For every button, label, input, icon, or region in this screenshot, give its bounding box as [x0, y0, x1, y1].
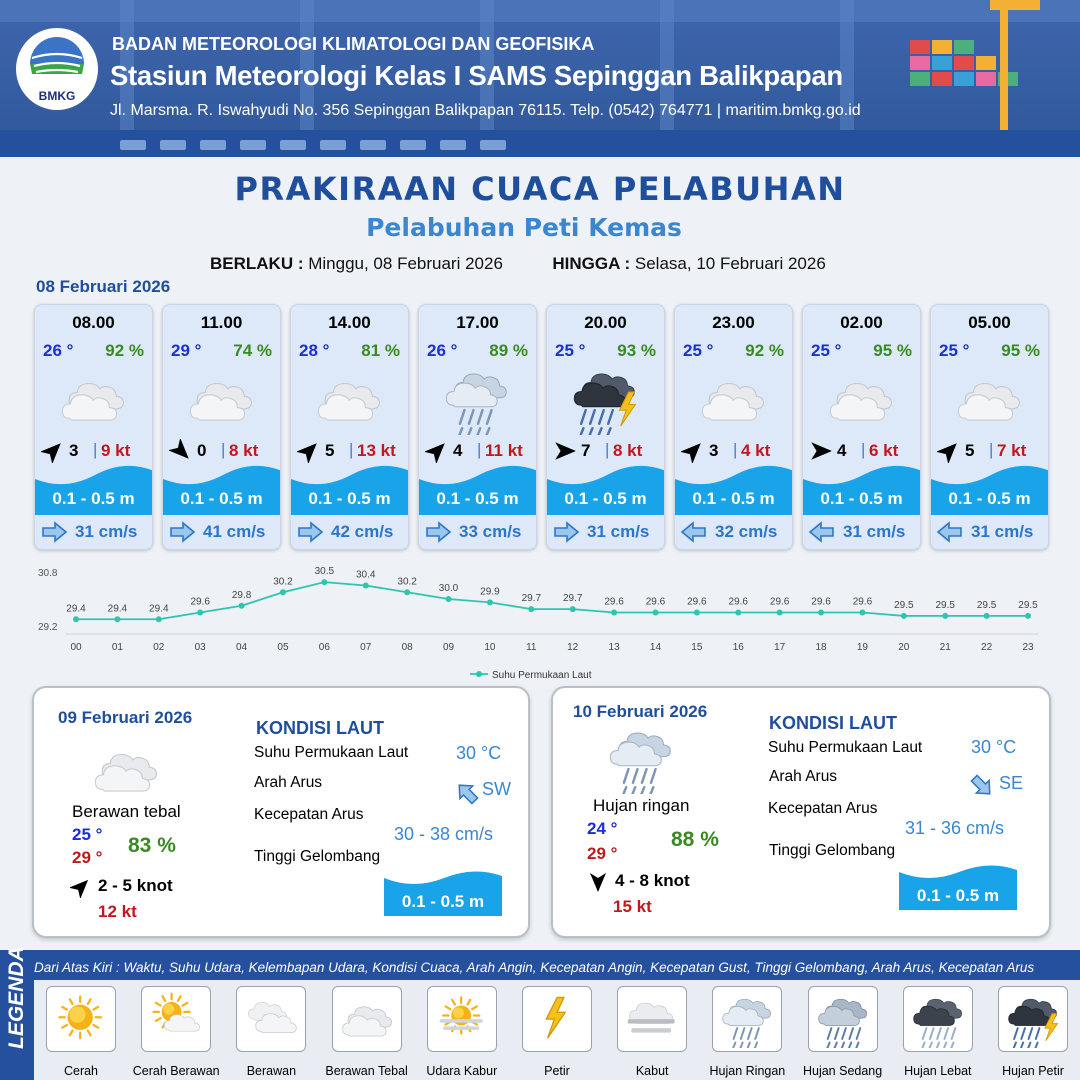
- data-point: [984, 613, 990, 619]
- legend-marker: [476, 671, 482, 677]
- legend-item-hujan-ringan: [712, 986, 782, 1052]
- hour-time: 02.00: [840, 313, 883, 332]
- valid-to-label: HINGGA :: [552, 254, 631, 273]
- current-row: [423, 519, 535, 545]
- legend-item-label: Berawan: [246, 1064, 297, 1078]
- data-label: 29.5: [894, 599, 914, 611]
- berawan-tebal-icon: [315, 365, 385, 435]
- data-label: 29.6: [852, 596, 873, 608]
- sst-chart: [30, 560, 1060, 684]
- day2-weather-icon: [92, 736, 162, 796]
- data-point: [73, 616, 79, 622]
- day2-arah-label: Arah Arus: [254, 774, 323, 791]
- data-point: [901, 613, 907, 619]
- hour-time: 08.00: [72, 313, 115, 332]
- air-temperature: 26 °: [427, 341, 458, 360]
- weather-icon: [315, 365, 385, 435]
- current-row: [935, 519, 1047, 545]
- cerah-icon: [54, 992, 110, 1048]
- berawan-tebal-icon: [59, 365, 129, 435]
- air-humidity: 89 %: [489, 341, 528, 360]
- wave-height: 0.1 - 0.5 m: [692, 489, 775, 508]
- hour-time: 05.00: [968, 313, 1011, 332]
- data-label: 29.4: [107, 603, 128, 615]
- data-label: 29.6: [190, 596, 210, 608]
- air-temperature: 25 °: [939, 341, 970, 360]
- data-label: 29.7: [521, 593, 542, 605]
- day3-wind-speed: 4 - 8 knot: [615, 871, 690, 890]
- hujan-ringan-icon: [607, 724, 677, 794]
- hour-card: [930, 304, 1049, 550]
- day2-gust: 12 kt: [98, 902, 137, 921]
- current-direction-icon: [297, 521, 323, 543]
- day2-current-speed: 30 - 38 cm/s: [394, 824, 494, 844]
- legend-item-label: Kabut: [635, 1064, 669, 1078]
- station-name: Stasiun Meteorologi Kelas I SAMS Sepinggan Balikpapan: [110, 60, 843, 91]
- day3-temp-min: 24 °: [587, 819, 618, 838]
- current-direction-icon: [809, 521, 835, 543]
- day2-humidity: 83 %: [128, 834, 176, 857]
- data-label: 30.4: [356, 569, 376, 581]
- hour-card: [162, 304, 281, 550]
- weather-icon: [187, 365, 257, 435]
- x-tick-label: 13: [608, 642, 620, 653]
- sst-chart-svg: [30, 560, 1060, 684]
- legend-item-berawan: [236, 986, 306, 1052]
- weather-icon: [955, 365, 1025, 435]
- current-speed: 41 cm/s: [203, 522, 266, 541]
- data-label: 29.6: [811, 596, 831, 608]
- air-temperature: 26 °: [43, 341, 74, 360]
- berawan-tebal-icon: [187, 365, 257, 435]
- berawan-tebal-icon: [92, 736, 162, 806]
- data-point: [942, 613, 948, 619]
- y-tick-label: 29.2: [38, 622, 58, 633]
- data-label: 29.6: [769, 596, 790, 608]
- data-point: [652, 610, 658, 616]
- wind-speed: 3: [709, 441, 719, 460]
- hour-time: 20.00: [584, 313, 627, 332]
- gust-speed: 13 kt: [357, 441, 396, 460]
- data-point: [321, 579, 327, 585]
- current-row: [679, 519, 791, 545]
- current-row: [39, 519, 151, 545]
- data-point: [446, 596, 452, 602]
- day2-sst-label: Suhu Permukaan Laut: [254, 744, 409, 761]
- legend-item-udara-kabur: [427, 986, 497, 1052]
- legend-item-cerah-berawan: [141, 986, 211, 1052]
- wind-separator: |: [605, 440, 610, 459]
- hour-card: [418, 304, 537, 550]
- air-temperature: 25 °: [683, 341, 714, 360]
- legend-item-cerah: [46, 986, 116, 1052]
- current-direction-icon: [41, 521, 67, 543]
- valid-from-date: Minggu, 08 Februari 2026: [308, 254, 503, 273]
- air-temperature: 29 °: [171, 341, 202, 360]
- air-humidity: 81 %: [361, 341, 400, 360]
- wind-speed: 3: [69, 441, 79, 460]
- wind-speed: 5: [325, 441, 335, 460]
- air-humidity: 93 %: [617, 341, 656, 360]
- day3-kec-label: Kecepatan Arus: [768, 800, 878, 817]
- legend-item-label: Hujan Ringan: [709, 1064, 786, 1078]
- data-point: [239, 603, 245, 609]
- wind-separator: |: [733, 440, 738, 459]
- data-label: 29.9: [480, 586, 500, 598]
- day2-wave-height: 0.1 - 0.5 m: [401, 892, 485, 911]
- data-label: 29.7: [562, 593, 583, 605]
- wind-separator: |: [349, 440, 354, 459]
- x-tick-label: 17: [774, 642, 786, 653]
- air-humidity: 92 %: [745, 341, 784, 360]
- header-banner: [0, 0, 1080, 157]
- current-speed: 42 cm/s: [331, 522, 394, 541]
- data-label: 29.4: [149, 603, 169, 615]
- wave-height: 0.1 - 0.5 m: [180, 489, 263, 508]
- hour-time: 11.00: [200, 313, 243, 332]
- weather-icon: [443, 365, 513, 435]
- day2-sst-value: 30 °C: [456, 743, 502, 763]
- bmkg-logo: [16, 28, 98, 110]
- legend-item-label: Hujan Sedang: [802, 1064, 883, 1078]
- current-speed: 31 cm/s: [587, 522, 650, 541]
- data-point: [777, 610, 783, 616]
- agency-name: BADAN METEOROLOGI KLIMATOLOGI DAN GEOFISIKA: [112, 34, 595, 54]
- x-tick-label: 11: [526, 642, 537, 653]
- air-temperature: 28 °: [299, 341, 330, 360]
- current-speed: 31 cm/s: [843, 522, 906, 541]
- hujan-lebat-icon: [911, 992, 967, 1048]
- day2-kondisi-title: KONDISI LAUT: [256, 718, 384, 738]
- x-tick-label: 23: [1022, 642, 1034, 653]
- day3-tinggi-label: Tinggi Gelombang: [769, 842, 896, 859]
- data-label: 29.6: [728, 596, 748, 608]
- data-label: 29.8: [231, 589, 252, 601]
- current-row: [295, 519, 407, 545]
- air-humidity: 92 %: [105, 341, 144, 360]
- current-row: [551, 519, 663, 545]
- y-tick-label: 30.8: [38, 568, 58, 579]
- data-point: [487, 599, 493, 605]
- day2-temp-max: 29 °: [72, 848, 103, 867]
- cerah-berawan-icon: [149, 992, 205, 1048]
- berawan-tebal-icon: [827, 365, 897, 435]
- current-direction-icon: [681, 521, 707, 543]
- day2-wind-speed: 2 - 5 knot: [98, 876, 173, 895]
- data-label: 29.5: [1018, 599, 1038, 611]
- hujan-ringan-icon: [443, 365, 513, 435]
- data-label: 29.6: [604, 596, 624, 608]
- wind-speed: 4: [453, 441, 463, 460]
- day2-current-dir-icon: [454, 781, 480, 805]
- data-point: [404, 589, 410, 595]
- data-point: [818, 610, 824, 616]
- day3-current-speed: 31 - 36 cm/s: [905, 818, 1005, 838]
- data-label: 29.5: [935, 599, 955, 611]
- valid-from-label: BERLAKU :: [210, 254, 304, 273]
- day3-kondisi-title: KONDISI LAUT: [769, 713, 897, 733]
- day3-sst-value: 30 °C: [971, 737, 1017, 757]
- day2-current-dir: SW: [482, 779, 511, 799]
- wind-speed: 0: [197, 441, 207, 460]
- air-humidity: 95 %: [1001, 341, 1040, 360]
- berawan-tebal-icon: [340, 992, 396, 1048]
- day2-wind-arrow-icon: [70, 876, 92, 898]
- data-label: 29.5: [976, 599, 997, 611]
- day3-current-dir: SE: [999, 773, 1024, 793]
- legend-description: Dari Atas Kiri : Waktu, Suhu Udara, Kelembapan Udara, Kondisi Cuaca, Arah Angin, Kecepatan Angin, Kecepatan Gust, Tinggi Gelombang, Arah Arus, Kecepatan Arus: [34, 960, 1035, 975]
- wind-separator: |: [93, 440, 98, 459]
- data-point: [363, 583, 369, 589]
- wave-height: 0.1 - 0.5 m: [308, 489, 391, 508]
- x-tick-label: 14: [649, 642, 662, 653]
- data-label: 29.6: [687, 596, 707, 608]
- legend-item-label: Cerah: [63, 1064, 99, 1078]
- data-point: [611, 610, 617, 616]
- data-label: 30.2: [397, 576, 417, 588]
- hour-card: [802, 304, 921, 550]
- weather-icon: [827, 365, 897, 435]
- weather-icon: [699, 365, 769, 435]
- legend-item-label: Cerah Berawan: [132, 1064, 220, 1078]
- data-label: 30.2: [273, 576, 293, 588]
- air-humidity: 95 %: [873, 341, 912, 360]
- day2-panel: [32, 686, 530, 938]
- legend-item-hujan-sedang: [808, 986, 878, 1052]
- current-speed: 33 cm/s: [459, 522, 522, 541]
- current-direction-icon: [553, 521, 579, 543]
- wave-height: 0.1 - 0.5 m: [52, 489, 135, 508]
- legend-item-label: Hujan Petir: [1002, 1064, 1064, 1078]
- hour-card: [674, 304, 793, 550]
- data-label: 30.5: [314, 566, 335, 578]
- legend-item-kabut: [617, 986, 687, 1052]
- data-label: 30.0: [438, 583, 459, 594]
- legend-item-label: Hujan Lebat: [904, 1064, 972, 1078]
- data-label: 29.6: [645, 596, 666, 608]
- gust-speed: 7 kt: [997, 441, 1027, 460]
- day3-weather-icon: [607, 724, 677, 794]
- day3-arah-label: Arah Arus: [769, 768, 838, 785]
- legend-title: LEGENDA: [5, 946, 28, 1049]
- hujan-sedang-icon: [816, 992, 872, 1048]
- gust-speed: 9 kt: [101, 441, 131, 460]
- day2-temp-min: 25 °: [72, 825, 103, 844]
- x-tick-label: 18: [815, 642, 827, 653]
- hujan-petir-icon: [571, 365, 641, 435]
- day3-temp-max: 29 °: [587, 844, 618, 863]
- data-point: [197, 610, 203, 616]
- x-tick-label: 05: [277, 642, 289, 653]
- day3-date: 10 Februari 2026: [573, 702, 708, 721]
- current-direction-icon: [937, 521, 963, 543]
- wind-speed: 5: [965, 441, 975, 460]
- hour-time: 17.00: [456, 313, 499, 332]
- legend-item-petir: [522, 986, 592, 1052]
- wind-speed: 4: [837, 441, 847, 460]
- hour-card: [34, 304, 153, 550]
- berawan-icon: [244, 992, 300, 1048]
- x-tick-label: 01: [111, 642, 123, 653]
- data-point: [735, 610, 741, 616]
- day2-kec-label: Kecepatan Arus: [254, 806, 364, 823]
- air-temperature: 25 °: [555, 341, 586, 360]
- hujan-petir-icon: [1006, 992, 1062, 1048]
- legend-item-label: Udara Kabur: [426, 1064, 498, 1078]
- gust-speed: 4 kt: [741, 441, 771, 460]
- logo-text: BMKG: [38, 89, 76, 103]
- current-speed: 31 cm/s: [75, 522, 138, 541]
- x-tick-label: 06: [318, 642, 330, 653]
- wind-separator: |: [221, 440, 226, 459]
- day1-date: 08 Februari 2026: [36, 277, 171, 296]
- x-tick-label: 22: [981, 642, 993, 653]
- day2-condition: Berawan tebal: [72, 802, 181, 821]
- current-row: [167, 519, 279, 545]
- x-tick-label: 09: [442, 642, 455, 653]
- kabut-icon: [625, 992, 681, 1048]
- series-line: [76, 582, 1028, 619]
- berawan-tebal-icon: [699, 365, 769, 435]
- station-address: Jl. Marsma. R. Iswahyudi No. 356 Sepinggan Balikpapan 76115. Telp. (0542) 764771 | maritim.bmkg.go.id: [110, 102, 861, 119]
- x-tick-label: 10: [484, 642, 496, 653]
- data-label: 29.4: [66, 603, 86, 615]
- x-tick-label: 08: [401, 642, 413, 653]
- current-direction-icon: [425, 521, 451, 543]
- air-humidity: 74 %: [233, 341, 272, 360]
- day3-wave-height: 0.1 - 0.5 m: [916, 886, 1000, 905]
- legend-item-hujan-lebat: [903, 986, 973, 1052]
- day3-current-dir-icon: [969, 774, 995, 798]
- data-point: [280, 589, 286, 595]
- wind-separator: |: [861, 440, 866, 459]
- legend-item-label: Berawan Tebal: [325, 1064, 408, 1078]
- page-title: PRAKIRAAN CUACA PELABUHAN: [234, 170, 846, 208]
- legend: [0, 946, 1080, 1080]
- data-point: [528, 606, 534, 612]
- day3-panel: [551, 686, 1051, 938]
- validity-period: [210, 254, 826, 274]
- x-tick-label: 20: [898, 642, 910, 653]
- x-tick-label: 03: [194, 642, 206, 653]
- x-tick-label: 15: [691, 642, 703, 653]
- gust-speed: 11 kt: [485, 441, 523, 460]
- current-speed: 31 cm/s: [971, 522, 1034, 541]
- day3-sst-label: Suhu Permukaan Laut: [768, 739, 923, 756]
- day3-humidity: 88 %: [671, 828, 719, 851]
- hour-card: [546, 304, 665, 550]
- hujan-ringan-icon: [720, 992, 776, 1048]
- hour-time: 23.00: [712, 313, 755, 332]
- x-tick-label: 07: [360, 642, 372, 653]
- day3-wind-arrow-icon: [587, 871, 609, 893]
- data-point: [1025, 613, 1031, 619]
- legend-item-label: Petir: [544, 1064, 570, 1078]
- data-point: [114, 616, 120, 622]
- x-tick-label: 02: [153, 642, 165, 653]
- data-point: [694, 610, 700, 616]
- weather-icon: [59, 365, 129, 435]
- current-row: [807, 519, 919, 545]
- wave-height: 0.1 - 0.5 m: [820, 489, 903, 508]
- udara-kabur-icon: [435, 992, 491, 1048]
- gust-speed: 8 kt: [613, 441, 643, 460]
- weather-icon: [571, 365, 641, 435]
- gust-speed: 8 kt: [229, 441, 259, 460]
- x-tick-label: 19: [856, 642, 868, 653]
- day3-gust: 15 kt: [613, 897, 652, 916]
- hour-card: [290, 304, 409, 550]
- hour-time: 14.00: [328, 313, 371, 332]
- day3-condition: Hujan ringan: [593, 796, 690, 815]
- legend-item-berawan-tebal: [332, 986, 402, 1052]
- wind-separator: |: [989, 440, 994, 459]
- wind-separator: |: [477, 440, 482, 459]
- berawan-tebal-icon: [955, 365, 1025, 435]
- legend-items: [34, 980, 1080, 1080]
- wave-height: 0.1 - 0.5 m: [948, 489, 1031, 508]
- air-temperature: 25 °: [811, 341, 842, 360]
- legend-item-hujan-petir: [998, 986, 1068, 1052]
- day2-date: 09 Februari 2026: [58, 708, 193, 727]
- current-speed: 32 cm/s: [715, 522, 778, 541]
- x-tick-label: 21: [939, 642, 951, 653]
- gust-speed: 6 kt: [869, 441, 899, 460]
- day2-tinggi-label: Tinggi Gelombang: [254, 848, 381, 865]
- x-tick-label: 04: [236, 642, 248, 653]
- wind-speed: 7: [581, 441, 591, 460]
- current-direction-icon: [169, 521, 195, 543]
- wave-height: 0.1 - 0.5 m: [564, 489, 647, 508]
- data-point: [859, 610, 865, 616]
- data-point: [156, 616, 162, 622]
- data-point: [570, 606, 576, 612]
- x-tick-label: 16: [732, 642, 744, 653]
- valid-to-date: Selasa, 10 Februari 2026: [634, 254, 826, 273]
- legend-label: Suhu Permukaan Laut: [492, 670, 592, 681]
- x-tick-label: 00: [70, 642, 82, 653]
- wave-height: 0.1 - 0.5 m: [436, 489, 519, 508]
- petir-icon: [530, 992, 586, 1048]
- x-tick-label: 12: [567, 642, 579, 653]
- page-subtitle: Pelabuhan Peti Kemas: [366, 213, 682, 242]
